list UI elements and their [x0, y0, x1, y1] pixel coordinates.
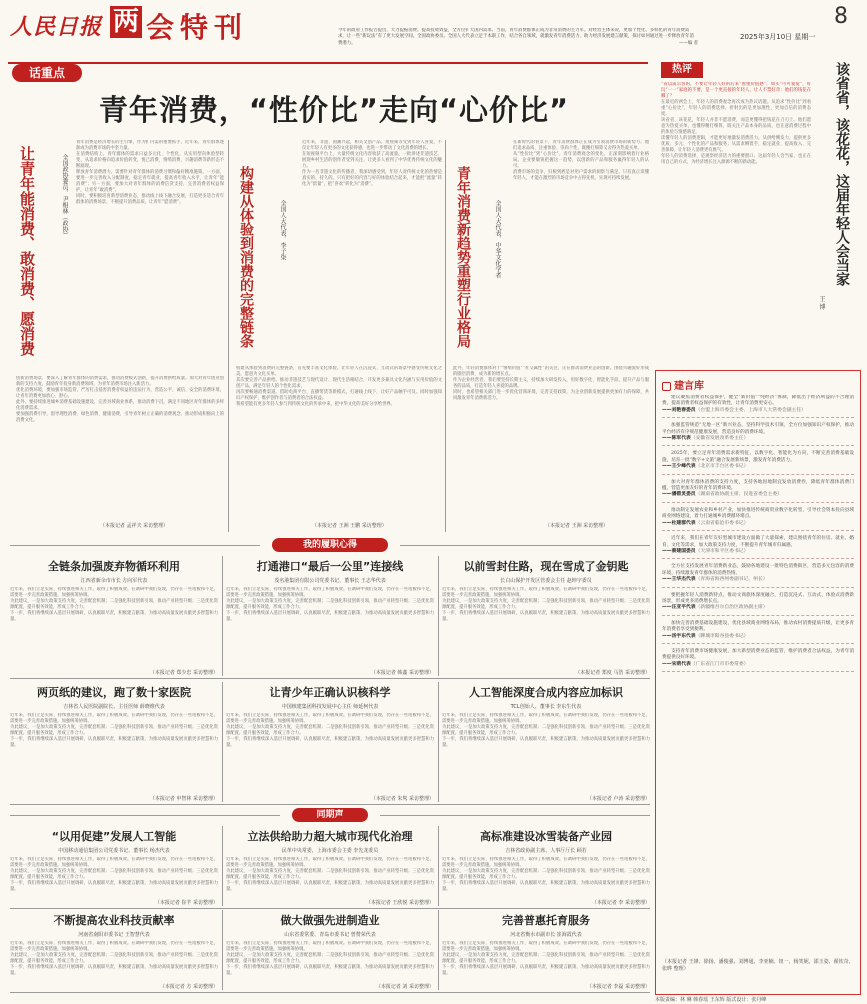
suggestion-author-org: （新疆维吾尔自治区政协副主席）: [695, 605, 768, 611]
article-1-title: 让青年能消费、敢消费、愿消费: [18, 146, 36, 356]
suggestions-box: [655, 370, 861, 995]
lightbulb-icon: [662, 382, 671, 391]
row2-article-1-author: 江西省新余市市长 方向军代表: [80, 578, 148, 584]
row2-divider-2: [438, 556, 439, 676]
row5-article-3-body: 近年来，我们立足实际，持续推进相关工作，取得了积极成效。在调研中我们发现，仍存在一些短板和不足，需要进一步完善政策措施，加强统筹协调。 为此建议，一是加大政策支持力度，完善配套机制；二是强化科技创新引领，推动产业转型升级；三是优化资源配置，提升服务效能，形成工作合力。 下一步，我们将继续深入基层开展调研，认真履职尽责，积极建言献策，为推动高质量发展贡献更多智慧和力量。: [442, 941, 650, 976]
suggestion-author-org: （云南省临沧市委书记）: [695, 520, 749, 526]
section-banner-my-field: [10, 538, 650, 552]
suggestion-text: 加大对青年群体消费的支持力度，支持各地因地制宜发放消费券，降低青年群体消费门槛，营造更加友好的青年消费环境。: [662, 479, 854, 492]
row-2: [10, 556, 650, 676]
suggestion-item: [662, 480, 854, 503]
suggestion-separator: [662, 558, 854, 559]
article-2-sign: （本报记者 王洲 王鹏 采访整理）: [312, 523, 387, 529]
suggestion-separator: [662, 587, 854, 588]
suggestion-item: [662, 423, 854, 446]
row4-article-3-author: 吉林省政协副主席、人事厅厅长 顾若: [505, 848, 587, 854]
row3-article-1-author: 吉林省人民医院副院长、主任医师 薛晓维代表: [63, 704, 165, 710]
footer: [655, 996, 766, 1003]
row3-article-2: [226, 682, 434, 802]
suggestion-author-org: （安徽省发展改革委主任）: [690, 436, 749, 442]
row4-article-1-title: “以用促建”发展人工智能: [51, 830, 177, 843]
row2-article-3-sign: （本报记者 郑度 马浩 采访整理）: [575, 670, 650, 676]
row5-article-3-author: 河北省衡水市副市长 崔海霞代表: [510, 932, 582, 938]
hot-review-body: “省以前宗客的，不要让年轻人好的后来“看重价值感”，如买“可可爱爱”，好玩“一一”家庭的不要，是一个更直接的年轻人，让人不禁好奇：他们的钱花在哪了？ 在最近的两会上，年轻人的消费观念再次成为热议话题。从追求“性价比”到看重“心价比”，年轻人的消费选择，折射出的是更加理性、更加自信的消费态度。 该省省、该花花，年轻人并非不愿消费，而是更懂得把钱花在刀刃上。他们愿意为热爱买单，也懂得精打细算，既关注产品本身的品质，也在意消费过程中的体验与情感满足。 读懂年轻人的消费逻辑，才能更好地激发消费活力。从供给侧发力，提供更多优质、多元、个性化的产品和服务；从需求侧着手，稳定就业、提高收入、完善保障，让年轻人消费更有底气。 年轻人的消费选择，是观察经济活力的重要窗口。这届年轻人会当家，也正在用自己的方式，为经济增长注入源源不断的新动能。: [661, 82, 811, 165]
section-banner-my-field-label: 我的履职心得: [272, 538, 388, 552]
masthead-intro: [338, 28, 698, 62]
suggestion-author-name: ——王少峰代表: [662, 464, 696, 470]
suggestion-separator: [662, 474, 854, 475]
suggestion-separator: [662, 417, 854, 418]
suggestion-author-name: ——潘碧灵委员: [662, 492, 696, 498]
article-2-author: 全国人大代表、李子柒: [279, 200, 286, 260]
suggestion-separator: [662, 671, 854, 672]
suggestion-item: [662, 593, 854, 616]
section-banner-tongqi: [10, 808, 650, 822]
masthead: [0, 0, 867, 62]
row4-article-2-title: 立法供给助力超大城市现代化治理: [247, 830, 413, 843]
row3-divider-1: [222, 682, 223, 802]
suggestion-author-org: （台盟上海市委会主委、上海市人大常委会副主任）: [695, 407, 806, 413]
row3-article-3-sign: （本报记者 卢涛 采访整理）: [586, 796, 650, 802]
suggestion-author-name: ——汪亚平代表: [662, 605, 696, 611]
article-3: [449, 140, 649, 532]
masthead-rule: [8, 62, 648, 64]
suggestion-author-org: （天津市和平区委书记）: [695, 548, 749, 554]
suggestion-author: [662, 605, 854, 611]
row5-divider-2: [438, 910, 439, 990]
article-3-title: 青年消费新趋势重塑行业格局: [455, 166, 471, 348]
suggestion-separator: [662, 615, 854, 616]
row3-article-3-author: TCL创始人、董事长 李东生代表: [510, 704, 582, 710]
row4-article-2-author: 民革中央常委、上海市委会主委 李先龙委员: [281, 848, 379, 854]
masthead-title-b: 会特刊: [146, 11, 249, 44]
suggestion-author: [662, 408, 854, 414]
suggestion-separator: [662, 445, 854, 446]
row3-article-3-title: 人工智能深度合成内容应加标识: [469, 686, 623, 699]
suggestion-text: 加快完善消费基础设施建设，优化县域商业网络布局，推动农村消费提质升级，让更多青年消费者享受到便利。: [662, 620, 854, 633]
section-banner-tongqi-line-left: [10, 815, 280, 816]
row5-article-3-title: 完善普惠托育服务: [502, 914, 590, 927]
article-2-title: 构建从体验到消费的完整链条: [238, 166, 254, 348]
row2-article-2-title: 打通港口“最后一公里”连接线: [256, 560, 404, 573]
suggestion-item: [662, 508, 854, 531]
col-divider-2: [445, 140, 446, 532]
suggestion-author: [662, 436, 854, 442]
row5-article-2-author: 山东省委常委、青岛市委书记 曾赞荣代表: [284, 932, 376, 938]
row5-article-2-body: 近年来，我们立足实际，持续推进相关工作，取得了积极成效。在调研中我们发现，仍存在一些短板和不足，需要进一步完善政策措施，加强统筹协调。 为此建议，一是加大政策支持力度，完善配套机制；二是强化科技创新引领，推动产业转型升级；三是优化资源配置，提升服务效能，形成工作合力。 下一步，我们将继续深入基层开展调研，认真履职尽责，积极建言献策，为推动高质量发展贡献更多智慧和力量。: [226, 941, 434, 976]
row5-divider-1: [222, 910, 223, 990]
footer-editors: 本版责编：林 琳 韩春瑶 王东辉: [655, 997, 725, 1003]
row4-divider-2: [438, 826, 439, 906]
topic-tag: 话重点: [12, 64, 82, 82]
row5-article-1-body: 近年来，我们立足实际，持续推进相关工作，取得了积极成效。在调研中我们发现，仍存在一些短板和不足，需要进一步完善政策措施，加强统筹协调。 为此建议，一是加大政策支持力度，完善配套机制；二是强化科技创新引领，推动产业转型升级；三是优化资源配置，提升服务效能，形成工作合力。 下一步，我们将继续深入基层开展调研，认真履职尽责，积极建言献策，为推动高质量发展贡献更多智慧和力量。: [10, 941, 218, 976]
suggestions-tag: [662, 377, 704, 392]
row4-article-3-body: 近年来，我们立足实际，持续推进相关工作，取得了积极成效。在调研中我们发现，仍存在一些短板和不足，需要进一步完善政策措施，加强统筹协调。 为此建议，一是加大政策支持力度，完善配套机制；二是强化科技创新引领，推动产业转型升级；三是优化资源配置，提升服务效能，形成工作合力。 下一步，我们将继续深入基层开展调研，认真履职尽责，积极建言献策，为推动高质量发展贡献更多智慧和力量。: [442, 857, 650, 892]
row4-article-3-title: 高标准建设冰雪装备产业园: [480, 830, 612, 843]
suggestion-author: [662, 492, 854, 498]
col-divider-1: [228, 140, 229, 532]
row4-article-1-body: 近年来，我们立足实际，持续推进相关工作，取得了积极成效。在调研中我们发现，仍存在一些短板和不足，需要进一步完善政策措施，加强统筹协调。 为此建议，一是加大政策支持力度，完善配套机制；二是强化科技创新引领，推动产业转型升级；三是优化资源配置，提升服务效能，形成工作合力。 下一步，我们将继续深入基层开展调研，认真履职尽责，积极建言献策，为推动高质量发展贡献更多智慧和力量。: [10, 857, 218, 892]
suggestion-author-name: ——蔡建国委员: [662, 548, 696, 554]
row3-article-2-author: 中国核建集团科技发展中心主任 师延柯代表: [281, 704, 379, 710]
suggestions-sign: （本报记者 王锋、徐扬、潘俊强、刘博通、李亚楠、钮一、杨笑妮、邵玉姿、翟钦奇、张晔 整理）: [662, 959, 854, 972]
suggestions-tag-label: 建言库: [674, 381, 704, 392]
footer-value: 张丹峰: [751, 997, 767, 1003]
suggestion-author-name: ——王华杰代表: [662, 577, 696, 583]
suggestion-author-org: （湖南省政协副主席、民进省委会主委）: [695, 492, 782, 498]
suggestion-author-name: ——陈军代表: [662, 436, 691, 442]
row4-article-1-sign: （本报记者 崔芊 采访整理）: [154, 900, 218, 906]
row4-article-2-sign: （本报记者 王欣悦 采访整理）: [365, 900, 434, 906]
row2-article-1-title: 全链条加强废弃物循环利用: [48, 560, 180, 573]
masthead-title-box: [110, 6, 142, 38]
suggestion-author-org: （北京市丰台区委书记）: [695, 464, 749, 470]
row2-article-2-author: 茂名港集团有限公司党委书记、董事长 王志华代表: [274, 578, 386, 584]
article-1: [10, 140, 225, 532]
main-headline: 青年消费，“性价比”走向“心价比”: [98, 93, 570, 127]
row-5: [10, 910, 650, 990]
row5-article-1-sign: （本报记者 方 采访整理）: [159, 984, 218, 990]
suggestion-text: 2025年，要立足青年消费需求新特征，以数字化、智能化为方向，不断完善消费基础设施，培育一批“数字+文旅”融合发展新场景，激发青年消费活力。: [662, 451, 854, 463]
row5-article-2-sign: （本报记者 刘 采访整理）: [375, 984, 434, 990]
row5-article-2-title: 做大做强先进制造业: [280, 914, 380, 927]
row5-article-3: [442, 910, 650, 990]
row2-article-2: [226, 556, 434, 676]
row3-article-1: [10, 682, 218, 802]
article-1-author: 全国政协委员、尹相林（政协）: [61, 154, 68, 238]
suggestion-author-org: （聊城市阳谷县委书记）: [695, 633, 749, 639]
article-2: [232, 140, 442, 532]
suggestion-item: [662, 451, 854, 474]
suggestion-text: 全方位支持发展青年消费新业态，鼓励各地建设一批特色消费街区，营造多元包容的消费环境，持续激发青年群体的消费热情。: [662, 564, 854, 576]
article-1-body-2: 创新消费场景，要深入了解青年群体的消费需求，推动消费模式创新，提升消费供给质量。加大对青年创业创新的支持力度，鼓励青年投身新消费领域，为青年消费市场注入新活力。 优化消费环境，要加强市场监管，严厉打击侵害消费者权益的违法行为，营造公平、诚信、安全的消费环境，让青年消费更加放心、舒心。 此外，要持续推进城乡消费基础设施建设，完善县域商业体系，推动消费下沉，满足不同地区青年群体的多样化消费需求。 要加强消费引导，倡导理性消费、绿色消费、健康消费，引导青年树立正确的消费观念，推动形成积极向上的消费文化。: [16, 376, 224, 423]
suggestion-separator: [662, 643, 854, 644]
row2-article-2-sign: （本报记者 韩鑫 采访整理）: [370, 670, 434, 676]
page-number: 8: [834, 4, 848, 29]
suggestion-author: [662, 464, 854, 470]
row5-article-1-title: 不断提高农业科技贡献率: [53, 914, 175, 927]
suggestion-author-org: （广东省江门市市委常委）: [690, 661, 749, 667]
suggestion-author-name: ——杜建群代表: [662, 520, 696, 526]
row4-article-2-body: 近年来，我们立足实际，持续推进相关工作，取得了积极成效。在调研中我们发现，仍存在一些短板和不足，需要进一步完善政策措施，加强统筹协调。 为此建议，一是加大政策支持力度，完善配套机制；二是强化科技创新引领，推动产业转型升级；三是优化资源配置，提升服务效能，形成工作合力。 下一步，我们将继续深入基层开展调研，认真履职尽责，积极建言献策，为推动高质量发展贡献更多智慧和力量。: [226, 857, 434, 892]
row2-divider-1: [222, 556, 223, 676]
suggestion-item: [662, 621, 854, 644]
suggestions-list: [662, 395, 854, 957]
row3-article-1-title: 两页纸的建议，跑了数十家医院: [37, 686, 191, 699]
suggestion-item: [662, 564, 854, 587]
row3-article-2-body: 近年来，我们立足实际，持续推进相关工作，取得了积极成效。在调研中我们发现，仍存在一些短板和不足，需要进一步完善政策措施，加强统筹协调。 为此建议，一是加大政策支持力度，完善配套机制；二是强化科技创新引领，推动产业转型升级；三是优化资源配置，提升服务效能，形成工作合力。 下一步，我们将继续深入基层开展调研，认真履职尽责，积极建言献策，为推动高质量发展贡献更多智慧和力量。: [226, 713, 434, 748]
row2-article-2-body: 近年来，我们立足实际，持续推进相关工作，取得了积极成效。在调研中我们发现，仍存在一些短板和不足，需要进一步完善政策措施，加强统筹协调。 为此建议，一是加大政策支持力度，完善配套机制；二是强化科技创新引领，推动产业转型升级；三是优化资源配置，提升服务效能，形成工作合力。 下一步，我们将继续深入基层开展调研，认真履职尽责，积极建言献策，为推动高质量发展贡献更多智慧和力量。: [226, 587, 434, 622]
article-3-sign: （本报记者 王洲 采访整理）: [545, 523, 609, 529]
row2-article-1-body: 近年来，我们立足实际，持续推进相关工作，取得了积极成效。在调研中我们发现，仍存在一些短板和不足，需要进一步完善政策措施，加强统筹协调。 为此建议，一是加大政策支持力度，完善配套机制；二是强化科技创新引领，推动产业转型升级；三是优化资源配置，提升服务效能，形成工作合力。 下一步，我们将继续深入基层开展调研，认真履职尽责，积极建言献策，为推动高质量发展贡献更多智慧和力量。: [10, 587, 218, 622]
section-banner-line-right: [400, 545, 650, 546]
article-3-body-bottom: 此外，年轻消费群体对于“情绪价值”“社交属性”的关注，正在推动消费业态的创新。围绕兴趣爱好形成的圈层消费，成为新的增长点。 作为企业经营者，我们要坚持长期主义，持续加大研发投入，用好数字化、智能化手段，提升产品与服务的品质，打造年轻人喜爱的品牌。 同时，也希望相关部门进一步优化营商环境，完善支持政策，为企业创新发展提供更加有力的保障，共同激发青年消费新活力。: [453, 366, 649, 401]
suggestion-item: [662, 649, 854, 672]
footer-label: 版式设计：: [726, 997, 752, 1003]
hot-review-headline: 该省省，该花花，这届年轻人会当家: [834, 62, 850, 286]
section-banner-tongqi-label: 同期声: [292, 808, 368, 822]
row4-article-1-author: 中国移动通信集团公司党委书记、董事长 杨杰代表: [58, 848, 170, 854]
suggestion-author-name: ——刘艳春委员: [662, 407, 696, 413]
article-1-body: 青年消费是经济增长的主引擎，作为扩内需的重要抓手，近年来，青年群体逐渐成为消费市场的中坚力量。 在消费结构上，青年群体的需求日益多元化、个性化，从实用型向体验型转变，从追求价格向追求价值转变，悦己消费、情绪消费、兴趣消费等新形态不断涌现。 释放青年消费潜力，需要针对青年群体的消费习惯和偏好精准施策。一方面，要进一步完善收入分配制度，稳定青年就业，提高青年收入水平，让青年“能消费”；另一方面，要加大对青年群体的消费信贷支持，完善消费者权益保护，让青年“敢消费”。 同时，要积极培育新型消费业态，推动线上线下融合发展，打造更多适合青年群体的消费场景，不断提升消费品质，让青年“愿消费”。: [76, 140, 224, 205]
suggestion-separator: [662, 502, 854, 503]
section-banner-tongqi-line-right: [380, 815, 650, 816]
suggestion-author-org: （青海省海西州委副书记、州长）: [695, 577, 768, 583]
suggestion-text: 近年来，我们在青年友好型城市建设方面做了大量探索，建议围绕青年的住房、就业、婚育、文化等需求，加大政策支持力度，不断提升青年城市归属感。: [662, 536, 854, 548]
row5-article-1-author: 河南省南阳市委书记 王智慧代表: [78, 932, 150, 938]
suggestion-author: [662, 577, 854, 583]
article-1-sign: （本报记者 孟祥夫 采访整理）: [100, 523, 169, 529]
hot-review-highlight: “省以前宗客的，不要让年轻人好的后来“看重价值感”，如买“可可爱爱”，好玩“一一”家庭的不要，是一个更直接的年轻人，让人不禁好奇：他们的钱花在哪了？: [661, 82, 811, 99]
row5-bottom-rule: [10, 992, 650, 993]
suggestion-author: [662, 521, 854, 527]
row4-bottom-rule: [10, 908, 650, 909]
suggestion-author: [662, 634, 854, 640]
hot-review-tag: 热评: [661, 62, 703, 78]
row2-article-3-author: 长白山保护开发区管委会主任 赵坤宇委员: [500, 578, 592, 584]
suggestion-text: 推动制定发展农业和乡村产业，加快推进传统商贸业数字化转型，引导社会资本投向县域商业网络建设，着力打通城乡消费循环堵点。: [662, 507, 854, 520]
suggestion-item: [662, 536, 854, 559]
row3-article-1-body: 近年来，我们立足实际，持续推进相关工作，取得了积极成效。在调研中我们发现，仍存在一些短板和不足，需要进一步完善政策措施，加强统筹协调。 为此建议，一是加大政策支持力度，完善配套机制；二是强化科技创新引领，推动产业转型升级；三是优化资源配置，提升服务效能，形成工作合力。 下一步，我们将继续深入基层开展调研，认真履职尽责，积极建言献策，为推动高质量发展贡献更多智慧和力量。: [10, 713, 218, 748]
suggestion-author-name: ——宋萌代表: [662, 661, 691, 667]
suggestion-separator: [662, 530, 854, 531]
row3-divider-2: [438, 682, 439, 802]
article-3-author: 全国人大代表、中华文化学者: [494, 200, 501, 278]
suggestion-text: 加强监管规范“无地一区”新兴业态，坚持科学技术引领，全方位加强知识产权保护，推动平台经济有序规范健康发展，营造良好的消费环境。: [662, 423, 854, 435]
row4-divider-1: [222, 826, 223, 906]
row3-bottom-rule: [10, 804, 650, 805]
row2-article-3-title: 以前雪封住路，现在雪成了金钥匙: [463, 560, 629, 573]
masthead-intro-sign: ——编 者: [679, 40, 698, 46]
row-3: [10, 682, 650, 802]
masthead-intro-text: 今年的政府工作报告提出，大力提振消费、提高投资效益，全方位扩大国内需求。当前，青年消费群体正成为非常消费的主力军。对经营主体来说，更加个性化、多样化的青年消费需求，让一些“新玩法”有了更大发展空间。全国政协委员、全国人大代表立足于本职工作，结合各自领域，就激发青年消费活力、助力经济发展建言献策，探讨如何通过进一步释放青年消费潜力。: [338, 28, 694, 46]
suggestion-author: [662, 662, 854, 668]
row4-article-1: [10, 826, 218, 906]
suggestion-text: 建议聚焦消费者权益保护，健全“新价值”“纯经济”体制，降低出于经济利益的不合理消费，提高消费者权益保护的有效性，让青年消费更安心。: [662, 395, 854, 407]
row3-article-2-sign: （本报记者 朱隽 采访整理）: [370, 796, 434, 802]
row2-article-3-body: 近年来，我们立足实际，持续推进相关工作，取得了积极成效。在调研中我们发现，仍存在一些短板和不足，需要进一步完善政策措施，加强统筹协调。 为此建议，一是加大政策支持力度，完善配套机制；二是强化科技创新引领，推动产业转型升级；三是优化资源配置，提升服务效能，形成工作合力。 下一步，我们将继续深入基层开展调研，认真履职尽责，积极建言献策，为推动高质量发展贡献更多智慧和力量。: [442, 587, 650, 622]
masthead-title-a: 两: [112, 7, 139, 37]
row-4: [10, 826, 650, 906]
row2-article-1: [10, 556, 218, 676]
section-banner-line-left: [10, 545, 260, 546]
row3-article-3: [442, 682, 650, 802]
row3-article-2-title: 让青少年正确认识核科学: [269, 686, 391, 699]
row5-article-3-sign: （本报记者 李磊 采访整理）: [586, 984, 650, 990]
hot-review-author: 王 博: [818, 296, 825, 310]
row3-article-1-sign: （本报记者 申智林 采访整理）: [149, 796, 218, 802]
row2-article-1-sign: （本报记者 郑少忠 采访整理）: [149, 670, 218, 676]
date-line: 2025年3月10日 星期一: [740, 33, 816, 41]
row2-article-3: [442, 556, 650, 676]
row5-article-1: [10, 910, 218, 990]
masthead-logo: 人民日报: [10, 14, 103, 40]
row2-bottom-rule: [10, 678, 650, 679]
row4-article-3: [442, 826, 650, 906]
hot-review: [655, 56, 865, 366]
suggestion-text: 支持青年消费市场健康发展，加大新型消费业态的监管，维护消费者合法权益，为青年消费提供良好环境。: [662, 648, 854, 661]
row3-article-3-body: 近年来，我们立足实际，持续推进相关工作，取得了积极成效。在调研中我们发现，仍存在一些短板和不足，需要进一步完善政策措施，加强统筹协调。 为此建议，一是加大政策支持力度，完善配套机制；二是强化科技创新引领，推动产业转型升级；三是优化资源配置，提升服务效能，形成工作合力。 下一步，我们将继续深入基层开展调研，认真履职尽责，积极建言献策，为推动高质量发展贡献更多智慧和力量。: [442, 713, 650, 748]
suggestion-author-name: ——汤宇东代表: [662, 633, 696, 639]
suggestion-text: 要把握年轻人消费新特点，推动文商旅体深度融合，打造沉浸式、互动式、体验式消费新场景，形成更多消费增长点。: [662, 592, 854, 604]
row5-article-2: [226, 910, 434, 990]
suggestion-author: [662, 549, 854, 555]
article-3-body-left: 在新时代的背景下，青年消费群体正在成为引领消费市场的新势力。他们追求品质、注重体验、崇尚个性，既精打细算又舍得为热爱买单。 从“性价比”到“心价比”，青年消费观念的变化，正深刻影响着行业格局。企业要敏锐把握这一趋势，以创新的产品和服务赢得年轻人的认可。 消费市场的竞争，归根到底是对用户需求的洞察与满足。只有真正读懂年轻人，才能在激烈的市场竞争中占得先机，实现可持续发展。: [513, 140, 649, 181]
row4-article-2: [226, 826, 434, 906]
suggestion-item: [662, 395, 854, 418]
article-2-body-bottom: 构建从体验到消费的完整链条，首先要丰富文化体验。让年轻人在沉浸式、互动式的场景中感受传统文化之美，愿意为文化买单。 其次要完善产品供给。推动非遗技艺与现代设计、现代生活相结合，开发更多兼具文化内涵与实用价值的文创产品，满足年轻人的个性化需求。 再次要畅通消费渠道。借助电商平台、直播带货等新模式，打通线上线下，让好产品触手可及。同时加强知识产权保护，维护创作者与消费者的合法权益。 我希望能有更多年轻人参与到传统文化的传承中来，把中华文化的美好分享给世界。: [236, 366, 442, 407]
article-2-body-top: 近年来，非遗、国潮兴起，相关文创产品、短视频等受到年轻人喜爱，不仅让年轻人有更多的文化获得感，也进一步带动了文化消费的增长。 在短视频平台上，大量传统文化内容收获了高流量，一批讲述非遗技艺、展现乡村生活的创作者受到关注，让更多人看到了中华优秀传统文化的魅力。 作为一名非遗文化的传播者，我深切感受到，年轻人对传统文化的热情是真实的、持久的。只有把好的内容与好的体验结合起来，才能把“流量”转化为“留量”，把“喜欢”转化为“消费”。: [302, 140, 442, 187]
row4-article-3-sign: （本报记者 李 采访整理）: [591, 900, 650, 906]
